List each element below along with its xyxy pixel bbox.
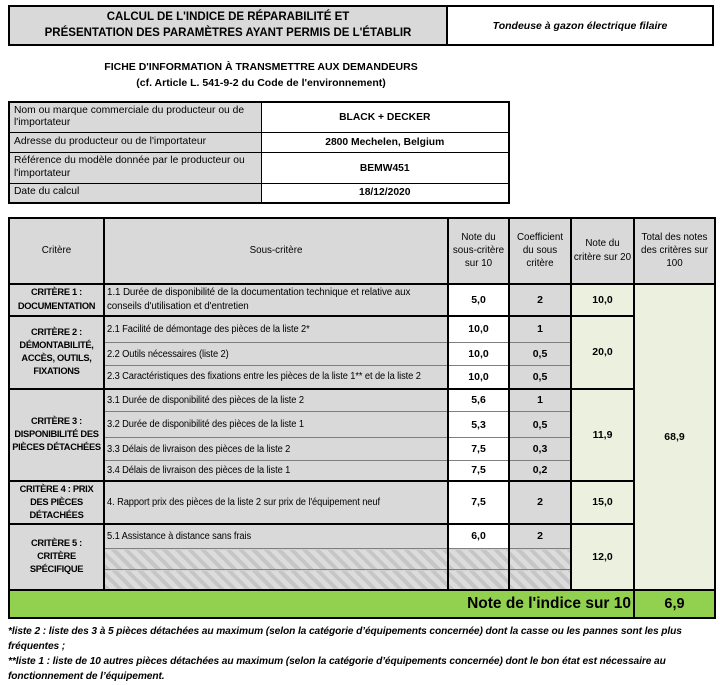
footnote-liste1: **liste 1 : liste de 10 autres pièces détachées au maximum (selon la catégorie d’équipements concernée) dont le bon état est nécessaire au fonctionnement de l’équipement. (8, 656, 666, 683)
subcriterion-1-1: 1.1 Durée de disponibilité de la documentation technique et relative aux conseils d'utilisation et d'entretien (104, 284, 448, 316)
coeff-3-1: 1 (509, 389, 571, 412)
hatched-cell (104, 549, 448, 570)
product-category-label: Tondeuse à gazon électrique filaire (447, 6, 713, 45)
producer-address-label: Adresse du producteur ou de l'importateur (9, 133, 261, 153)
score10-3-4: 7,5 (448, 461, 509, 481)
score10-4: 7,5 (448, 481, 509, 524)
hatched-cell (509, 549, 571, 570)
score10-2-2: 10,0 (448, 343, 509, 366)
score10-1-1: 5,0 (448, 284, 509, 316)
col-header-subcriterion: Sous-critère (104, 218, 448, 284)
criterion-3-label: CRITÈRE 3 : DISPONIBILITÉ DES PIÈCES DÉTACHÉES (9, 389, 104, 481)
col-header-score20: Note du critère sur 20 (571, 218, 634, 284)
table-row (9, 184, 509, 203)
criterion-5-label: CRITÈRE 5 : CRITÈRE SPÉCIFIQUE (9, 524, 104, 590)
subcriterion-5-1: 5.1 Assistance à distance sans frais (104, 524, 448, 549)
subcriterion-2-3: 2.3 Caractéristiques des fixations entre les pièces de la liste 1** et de la liste 2 (104, 366, 448, 389)
hatched-cell (448, 570, 509, 590)
subcriterion-2-1: 2.1 Facilité de démontage des pièces de la liste 2* (104, 316, 448, 343)
coeff-1-1: 2 (509, 284, 571, 316)
table-row (9, 389, 715, 412)
score20-criterion-2: 20,0 (571, 316, 634, 389)
table-row (9, 481, 715, 524)
title-band (8, 5, 714, 46)
model-reference-label: Référence du modèle donnée par le producteur ou l'importateur (9, 153, 261, 184)
col-header-coefficient: Coefficient du sous critère (509, 218, 571, 284)
subcriterion-3-1: 3.1 Durée de disponibilité des pièces de la liste 2 (104, 389, 448, 412)
score10-3-3: 7,5 (448, 438, 509, 461)
calc-date-label: Date du calcul (9, 184, 261, 203)
subtitle (8, 59, 514, 92)
coeff-4: 2 (509, 481, 571, 524)
subcriterion-3-4: 3.4 Délais de livraison des pièces de la liste 1 (104, 461, 448, 481)
table-row (9, 102, 509, 133)
page-title-line1: CALCUL DE L'INDICE DE RÉPARABILITÉ ET (106, 11, 350, 23)
hatched-cell (509, 570, 571, 590)
criteria-table (8, 217, 716, 619)
total-score-100: 68,9 (634, 284, 715, 590)
subcriterion-2-2: 2.2 Outils nécessaires (liste 2) (104, 343, 448, 366)
score20-criterion-3: 11,9 (571, 389, 634, 481)
score10-3-1: 5,6 (448, 389, 509, 412)
criterion-4-label: CRITÈRE 4 : PRIX DES PIÈCES DÉTACHÉES (9, 481, 104, 524)
final-index-label: Note de l'indice sur 10 (9, 590, 634, 618)
coeff-2-2: 0,5 (509, 343, 571, 366)
criterion-1-label: CRITÈRE 1 : DOCUMENTATION (9, 284, 104, 316)
table-row (9, 524, 715, 549)
score10-2-3: 10,0 (448, 366, 509, 389)
subcriterion-3-2: 3.2 Durée de disponibilité des pièces de la liste 1 (104, 412, 448, 438)
col-header-total100: Total des notes des critères sur 100 (634, 218, 715, 284)
score10-3-2: 5,3 (448, 412, 509, 438)
coeff-3-3: 0,3 (509, 438, 571, 461)
score20-criterion-1: 10,0 (571, 284, 634, 316)
page-title-line2: PRÉSENTATION DES PARAMÈTRES AYANT PERMIS DE L'ÉTABLIR (44, 26, 412, 39)
subcriterion-3-3: 3.3 Délais de livraison des pièces de la liste 2 (104, 438, 448, 461)
producer-name-value: BLACK + DECKER (261, 102, 509, 133)
criteria-header-row (9, 218, 715, 284)
model-reference-value: BEMW451 (261, 153, 509, 184)
footnotes (8, 624, 713, 685)
hatched-cell (448, 549, 509, 570)
score20-criterion-4: 15,0 (571, 481, 634, 524)
score10-2-1: 10,0 (448, 316, 509, 343)
hatched-cell (104, 570, 448, 590)
score20-criterion-5: 12,0 (571, 524, 634, 590)
coeff-3-4: 0,2 (509, 461, 571, 481)
calc-date-value: 18/12/2020 (261, 184, 509, 203)
col-header-criterion: Critère (9, 218, 104, 284)
table-row (9, 153, 509, 184)
score10-5-1: 6,0 (448, 524, 509, 549)
col-header-score10: Note du sous-critère sur 10 (448, 218, 509, 284)
criterion-2-label: CRITÈRE 2 : DÉMONTABILITÉ, ACCÈS, OUTILS, FIXATIONS (9, 316, 104, 389)
footnote-liste2: *liste 2 : liste des 3 à 5 pièces détachées au maximum (selon la catégorie d’équipements concernée) dont la casse ou les pannes sont les plus fréquentes ; (8, 625, 682, 652)
table-row (9, 284, 715, 316)
page-title (9, 6, 447, 45)
subtitle-line1: FICHE D'INFORMATION À TRANSMETTRE AUX DEMANDEURS (104, 61, 418, 74)
coeff-3-2: 0,5 (509, 412, 571, 438)
coeff-5-1: 2 (509, 524, 571, 549)
final-index-value: 6,9 (634, 590, 715, 618)
table-row (9, 316, 715, 343)
producer-name-label: Nom ou marque commerciale du producteur ou de l'importateur (9, 102, 261, 133)
producer-info-table (8, 101, 510, 204)
final-index-row (9, 590, 715, 618)
producer-address-value: 2800 Mechelen, Belgium (261, 133, 509, 153)
coeff-2-1: 1 (509, 316, 571, 343)
subcriterion-4: 4. Rapport prix des pièces de la liste 2 sur prix de l'équipement neuf (104, 481, 448, 524)
coeff-2-3: 0,5 (509, 366, 571, 389)
table-row (9, 133, 509, 153)
subtitle-line2: (cf. Article L. 541-9-2 du Code de l'environnement) (136, 77, 386, 90)
